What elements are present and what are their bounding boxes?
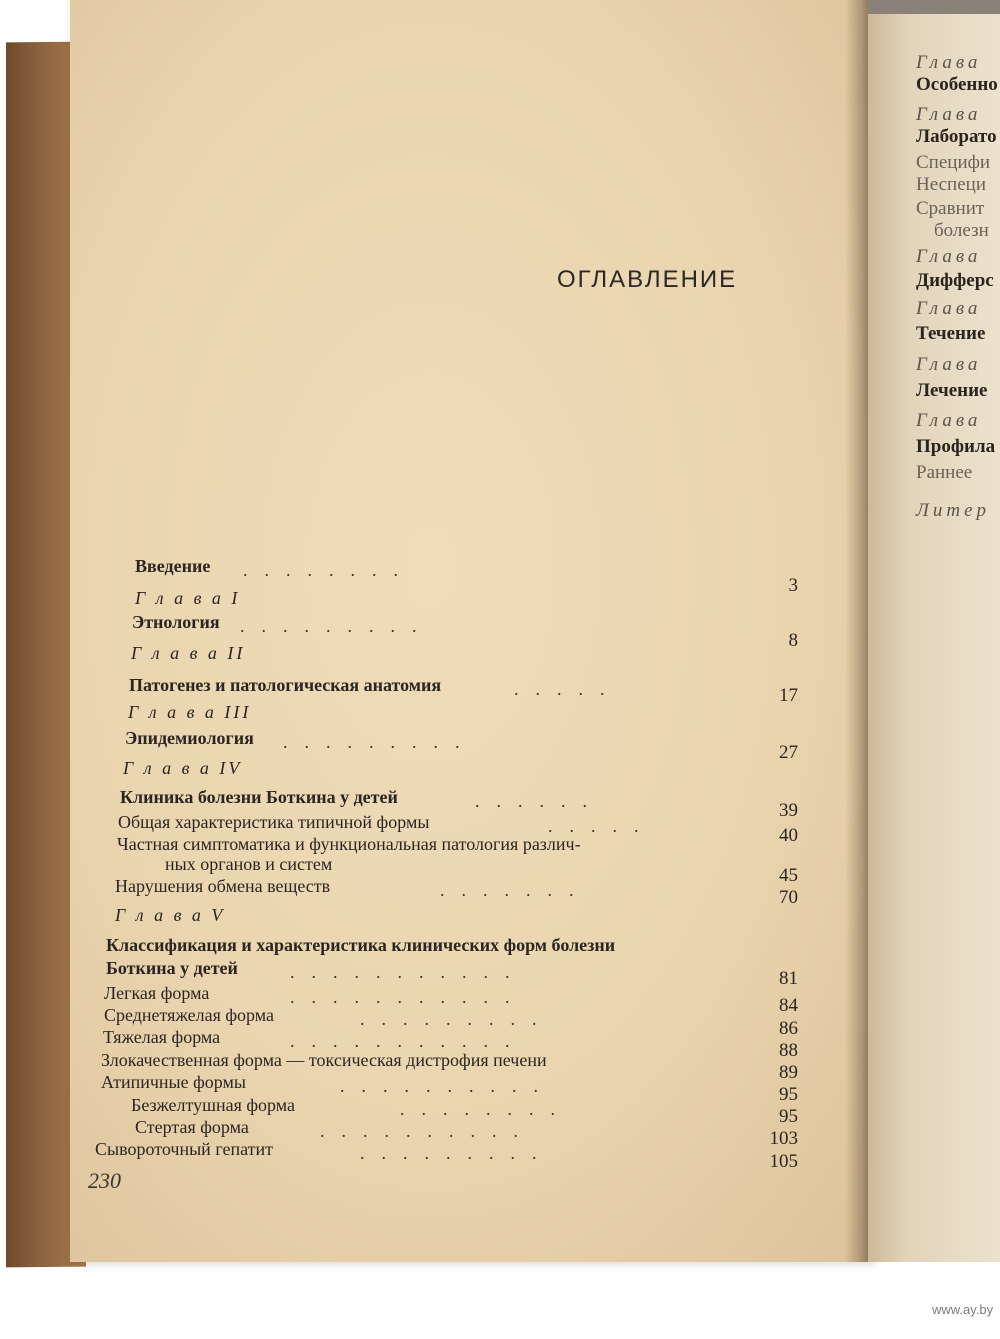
right-page-line: Глава: [916, 354, 982, 375]
page-number: 84: [779, 995, 798, 1016]
page-number: 17: [779, 685, 798, 706]
toc-entry: Среднетяжелая форма: [104, 1005, 275, 1025]
toc-entry: Клиника болезни Боткина у детей: [120, 787, 398, 807]
right-page-line: Глава: [916, 104, 982, 125]
chapter-heading: Г л а в а IV: [123, 758, 243, 778]
right-page-line: Лаборато: [916, 126, 997, 147]
page-number: 8: [788, 630, 798, 651]
chapter-heading: Г л а в а II: [131, 643, 246, 663]
page-number: 86: [779, 1018, 798, 1039]
folio-page-number: 230: [88, 1168, 121, 1193]
binding-edge: [868, 0, 1000, 14]
page-number: 40: [779, 825, 798, 846]
page-number: 45: [779, 865, 798, 886]
watermark: www.ay.by: [932, 1302, 994, 1317]
leader-dots: .........: [360, 1143, 554, 1163]
page-number: 105: [769, 1151, 798, 1172]
right-page-line: Сравнит: [916, 198, 985, 219]
right-page-line: Глава: [916, 52, 982, 73]
toc-entry: Введение: [135, 556, 211, 576]
page-title: ОГЛАВЛЕНИЕ: [557, 266, 738, 293]
right-page-line: Лечение: [916, 380, 988, 401]
page-number: 88: [779, 1040, 798, 1061]
chapter-heading: Г л а в а III: [128, 702, 252, 722]
leader-dots: .......: [440, 880, 591, 900]
page-number: 95: [779, 1106, 798, 1127]
leader-dots: ......: [475, 791, 604, 811]
right-page-line: Течение: [916, 323, 986, 344]
toc-entry: Патогенез и патологическая анатомия: [129, 675, 442, 695]
leader-dots: ...........: [290, 1031, 527, 1051]
leader-dots: .........: [360, 1009, 554, 1029]
right-page-line: Глава: [916, 298, 982, 319]
right-page-line: Дифферс: [916, 270, 994, 291]
right-page-line: Раннее: [916, 462, 973, 483]
toc-entry: Частная симптоматика и функциональная патология различ-: [117, 834, 581, 854]
toc-entry: Боткина у детей: [106, 958, 238, 978]
toc-entry: Злокачественная форма — токсическая дистрофия печени: [101, 1050, 547, 1070]
toc-entry: Общая характеристика типичной формы: [118, 812, 430, 832]
toc-entry: Нарушения обмена веществ: [115, 876, 331, 896]
toc-entry: Классификация и характеристика клинических форм болезни: [106, 935, 616, 955]
chapter-heading: Г л а в а I: [135, 588, 241, 608]
right-page-line: Специфи: [916, 152, 991, 173]
leader-dots: .........: [283, 732, 477, 752]
toc-entry: Сывороточный гепатит: [95, 1139, 273, 1159]
leader-dots: .....: [548, 816, 656, 836]
leader-dots: .........: [240, 616, 434, 636]
right-page-line: Профила: [916, 436, 996, 457]
right-page-line: Глава: [916, 246, 982, 267]
page-number: 95: [779, 1084, 798, 1105]
leader-dots: ..........: [320, 1121, 535, 1141]
toc-entry: Легкая форма: [104, 983, 210, 1003]
toc-entry: Тяжелая форма: [103, 1027, 221, 1047]
chapter-heading: Г л а в а V: [115, 905, 226, 925]
right-page-line: Особенно: [916, 74, 998, 95]
right-page: [868, 0, 1000, 1262]
leader-dots: ........: [400, 1099, 572, 1119]
leader-dots: .....: [514, 679, 622, 699]
toc-entry: Атипичные формы: [101, 1072, 247, 1092]
page-number: 89: [779, 1062, 798, 1083]
toc-entry: Стертая форма: [135, 1117, 249, 1137]
toc-entry: ных органов и систем: [165, 854, 333, 874]
page-number: 103: [769, 1128, 798, 1149]
leader-dots: ........: [243, 560, 415, 580]
toc-entry: Эпидемиология: [125, 728, 254, 748]
leader-dots: ...........: [290, 987, 527, 1007]
page-number: 3: [788, 575, 798, 596]
right-page-line: болезн: [934, 220, 989, 241]
page-number: 81: [779, 968, 798, 989]
leader-dots: ..........: [340, 1076, 555, 1096]
right-page-line: Неспеци: [916, 174, 986, 195]
right-page-line: Глава: [916, 410, 982, 431]
toc-entry: Безжелтушная форма: [131, 1095, 296, 1115]
page-number: 27: [779, 742, 798, 763]
leader-dots: ...........: [290, 962, 527, 982]
page-number: 39: [779, 800, 798, 821]
right-page-line: Литер: [916, 500, 991, 521]
page-number: 70: [779, 887, 798, 908]
toc-entry: Этнология: [132, 612, 220, 632]
